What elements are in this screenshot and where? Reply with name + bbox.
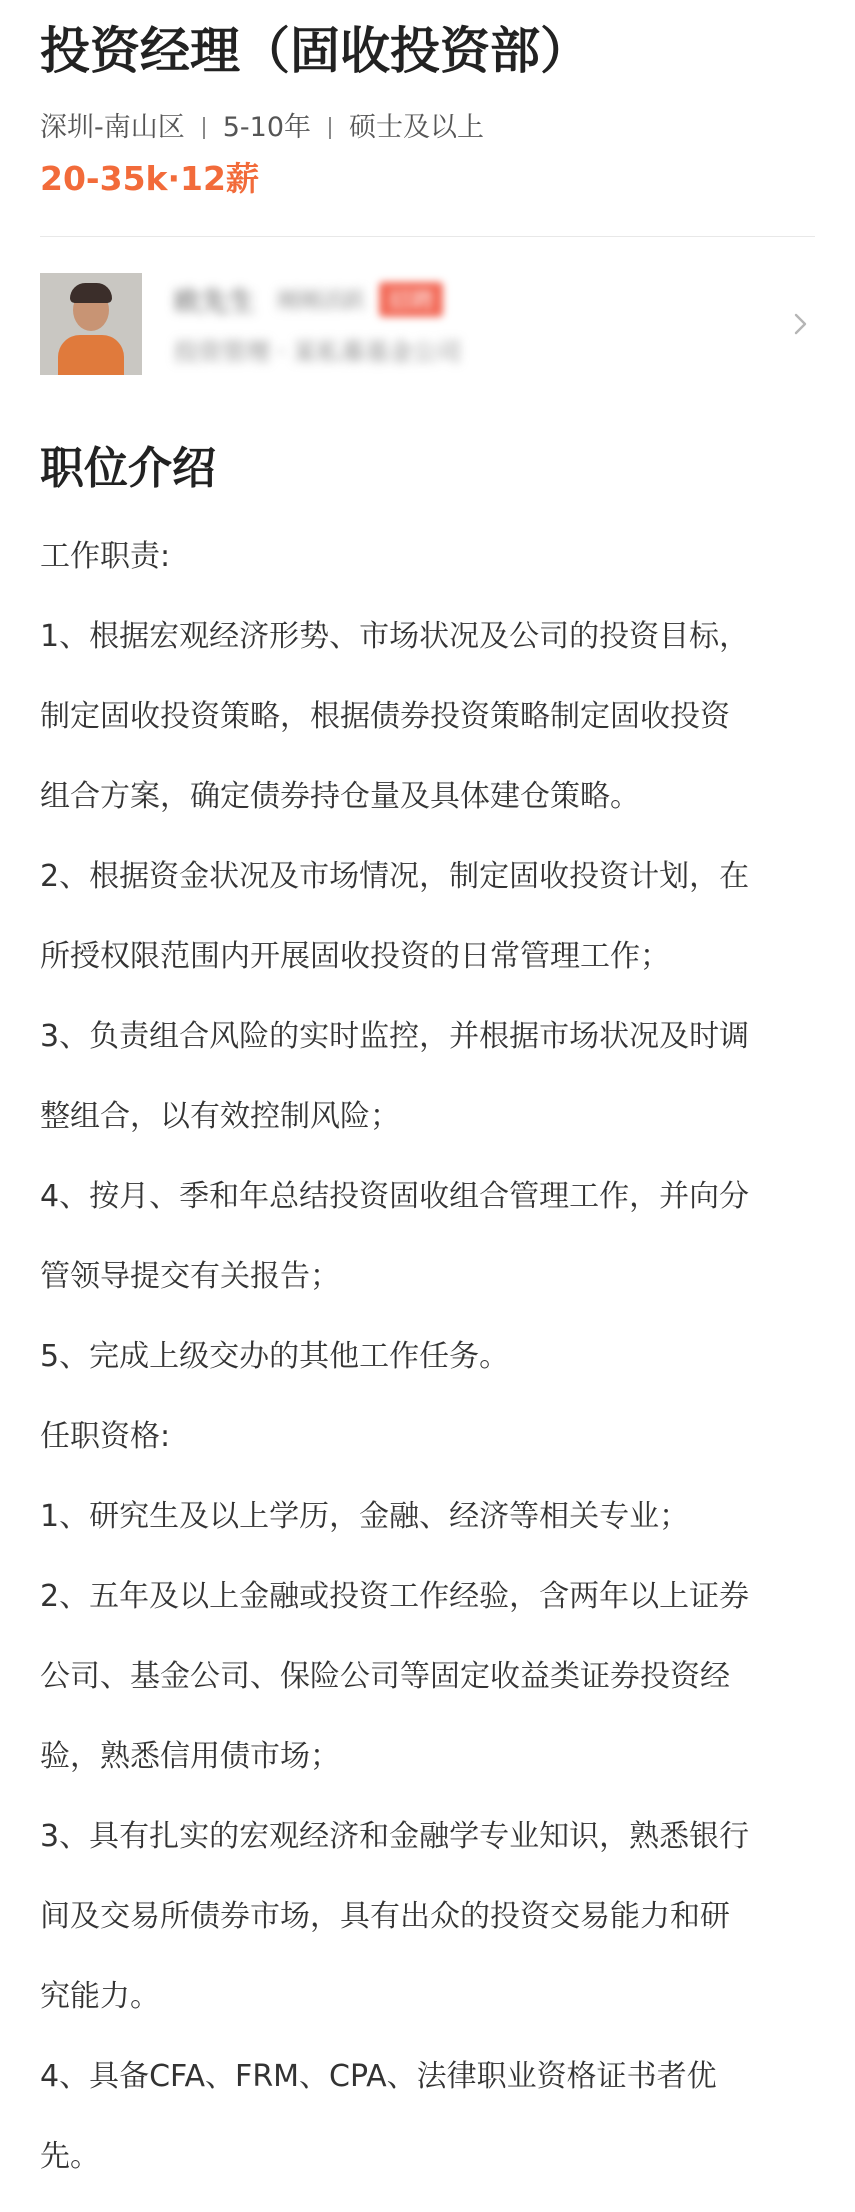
avatar-hair [70,283,112,303]
recruiter-badge: 招聘 [379,282,443,317]
description-line: 1、研究生及以上学历，金融、经济等相关专业； [40,1499,690,1534]
description-line: 制定固收投资策略，根据债券投资策略制定固收投资 [40,699,730,734]
job-experience: 5-10年 [222,112,312,143]
description-line: 工作职责: [40,539,171,574]
description-line: 间及交易所债券市场，具有出众的投资交易能力和研 [40,1899,730,1934]
description-line: 组合方案，确定债券持仓量及具体建仓策略。 [40,779,640,814]
description-line: 公司、基金公司、保险公司等固定收益类证券投资经 [40,1659,730,1694]
recruiter-info [174,279,815,369]
recruiter-company-row [174,329,815,369]
recruiter-name-row [174,279,815,319]
description-line: 2、五年及以上金融或投资工作经验，含两年以上证券 [40,1579,750,1614]
avatar-body [58,335,124,375]
avatar [40,273,142,375]
recruiter-company: 投资管理 · 某私募基金公司 [174,337,461,366]
divider [40,236,815,237]
meta-separator [203,117,205,139]
description-line: 3、负责组合风险的实时监控，并根据市场状况及时调 [40,1019,750,1054]
job-title: 投资经理（固收投资部） [40,22,590,80]
description-line: 3、具有扎实的宏观经济和金融学专业知识，熟悉银行 [40,1819,750,1854]
recruiter-active-status: 刚刚活跃 [277,288,366,314]
recruiter-name: 欧先生 [174,286,255,318]
description-line: 究能力。 [40,1979,160,2014]
description-line: 5、完成上级交办的其他工作任务。 [40,1339,510,1374]
job-description [40,517,815,2197]
description-line: 先。 [40,2139,100,2174]
description-line: 2、根据资金状况及市场情况，制定固收投资计划，在 [40,859,750,894]
section-title-job-intro: 职位介绍 [40,443,216,494]
description-line: 管领导提交有关报告； [40,1259,340,1294]
job-education: 硕士及以上 [349,112,485,143]
description-line: 验，熟悉信用债市场； [40,1739,340,1774]
description-line: 1、根据宏观经济形势、市场状况及公司的投资目标， [40,619,750,654]
description-line: 所授权限范围内开展固收投资的日常管理工作； [40,939,670,974]
job-meta [40,108,815,148]
description-line: 4、按月、季和年总结投资固收组合管理工作，并向分 [40,1179,750,1214]
chevron-right-icon[interactable] [787,311,813,337]
job-salary: 20-35k·12薪 [40,159,259,198]
description-line: 任职资格: [40,1419,171,1454]
recruiter-card[interactable] [40,273,815,375]
meta-separator [329,117,331,139]
description-line: 整组合，以有效控制风险； [40,1099,400,1134]
description-line: 4、具备CFA、FRM、CPA、法律职业资格证书者优 [40,2059,717,2094]
job-location: 深圳-南山区 [40,112,185,143]
